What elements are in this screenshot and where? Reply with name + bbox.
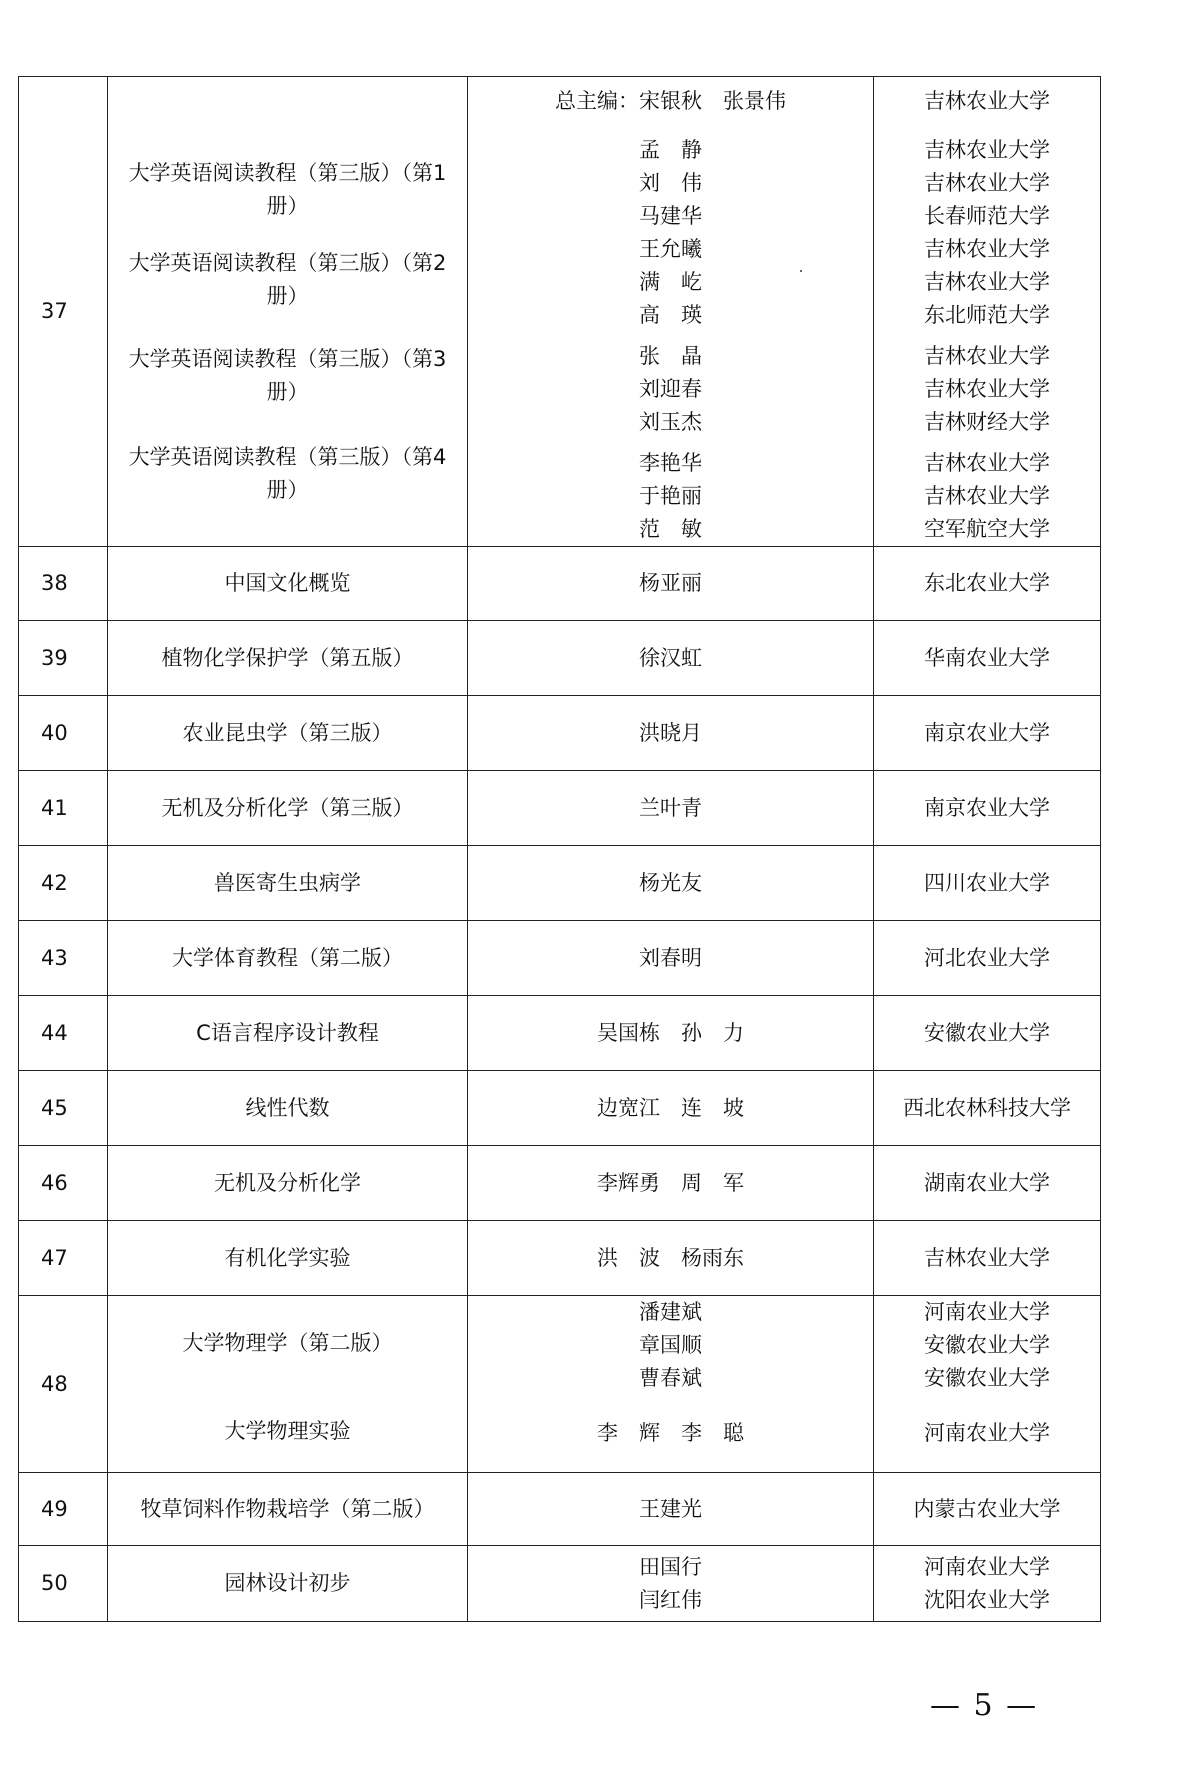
- institution: 河南农业大学: [924, 1300, 1050, 1324]
- author-name: 于艳丽: [639, 484, 702, 508]
- book-title: 大学英语阅读教程（第三版）（第3册）: [128, 347, 447, 404]
- table-row: [19, 996, 1101, 1071]
- institution: 四川农业大学: [874, 846, 1101, 921]
- institution: 长春师范大学: [924, 204, 1050, 228]
- author-name: 李 辉 李 聪: [597, 1421, 744, 1445]
- title-cell: [108, 77, 468, 547]
- table-row: [19, 1296, 1101, 1473]
- author-cell: [468, 1296, 874, 1473]
- institution: 河北农业大学: [874, 921, 1101, 996]
- row-number: 46: [19, 1146, 108, 1221]
- institution: 沈阳农业大学: [924, 1587, 1050, 1612]
- row-number: 37: [19, 77, 108, 547]
- table-row: [19, 77, 1101, 547]
- row-number: 48: [19, 1296, 108, 1473]
- book-title: 大学体育教程（第二版）: [108, 921, 468, 996]
- page-number: — 5 —: [930, 1688, 1039, 1723]
- row-number: 45: [19, 1071, 108, 1146]
- row-number: 50: [19, 1546, 108, 1622]
- book-title: 大学英语阅读教程（第三版）（第4册）: [128, 445, 447, 502]
- institution: 西北农林科技大学: [874, 1071, 1101, 1146]
- institution: 吉林农业大学: [924, 171, 1050, 195]
- author-name: 兰叶青: [468, 771, 874, 846]
- author-name: 满 屹: [639, 270, 702, 294]
- row-number: 42: [19, 846, 108, 921]
- author-name: 范 敏: [639, 517, 702, 541]
- table-row: [19, 846, 1101, 921]
- author-name: 刘 伟: [639, 171, 702, 195]
- table-row: [19, 771, 1101, 846]
- institution: 安徽农业大学: [874, 996, 1101, 1071]
- author-name: 高 瑛: [639, 303, 702, 327]
- institution: 南京农业大学: [874, 696, 1101, 771]
- institution: 南京农业大学: [874, 771, 1101, 846]
- scan-speck: [800, 270, 802, 272]
- institution: 内蒙古农业大学: [874, 1473, 1101, 1546]
- textbook-table: [18, 76, 1101, 1622]
- row-number: 40: [19, 696, 108, 771]
- row-number: 43: [19, 921, 108, 996]
- institution: 安徽农业大学: [924, 1366, 1050, 1390]
- unit-cell: [874, 77, 1101, 547]
- row-number: 49: [19, 1473, 108, 1546]
- author-name: 吴国栋 孙 力: [468, 996, 874, 1071]
- author-name: 王允曦: [639, 237, 702, 261]
- author-name: 孟 静: [639, 138, 702, 162]
- table-row: [19, 1473, 1101, 1546]
- institution: 湖南农业大学: [874, 1146, 1101, 1221]
- book-title: 有机化学实验: [108, 1221, 468, 1296]
- row-number: 41: [19, 771, 108, 846]
- institution: 吉林农业大学: [924, 138, 1050, 162]
- institution: 空军航空大学: [924, 517, 1050, 541]
- table-row: [19, 547, 1101, 621]
- institution: 吉林农业大学: [924, 484, 1050, 508]
- author-name: 章国顺: [639, 1333, 702, 1357]
- book-title: 植物化学保护学（第五版）: [108, 621, 468, 696]
- institution: 吉林农业大学: [924, 237, 1050, 261]
- table-row: [19, 1546, 1101, 1622]
- table-row: [19, 1221, 1101, 1296]
- author-name: 刘春明: [468, 921, 874, 996]
- institution: 安徽农业大学: [924, 1333, 1050, 1357]
- author-name: 李辉勇 周 军: [468, 1146, 874, 1221]
- title-cell: [108, 1296, 468, 1473]
- author-name: 马建华: [639, 204, 702, 228]
- author-name: 刘玉杰: [639, 410, 702, 434]
- author-name: 洪 波 杨雨东: [468, 1221, 874, 1296]
- book-title: 中国文化概览: [108, 547, 468, 621]
- author-name: 洪晓月: [468, 696, 874, 771]
- book-title: C语言程序设计教程: [108, 996, 468, 1071]
- institution: 吉林农业大学: [924, 344, 1050, 368]
- author-name: 徐汉虹: [468, 621, 874, 696]
- row-number: 47: [19, 1221, 108, 1296]
- institution: 河南农业大学: [924, 1421, 1050, 1445]
- author-name: 张 晶: [639, 344, 702, 368]
- author-name: 王建光: [468, 1473, 874, 1546]
- unit-cell: [874, 1546, 1101, 1622]
- book-title: 无机及分析化学（第三版）: [108, 771, 468, 846]
- book-title: 无机及分析化学: [108, 1146, 468, 1221]
- institution: 吉林财经大学: [924, 410, 1050, 434]
- table-row: [19, 1146, 1101, 1221]
- author-name: 田国行: [639, 1554, 702, 1579]
- table-row: [19, 921, 1101, 996]
- book-title: 线性代数: [108, 1071, 468, 1146]
- author-name: 潘建斌: [639, 1300, 702, 1324]
- institution: 东北师范大学: [924, 303, 1050, 327]
- book-title: 大学物理实验: [224, 1419, 351, 1443]
- author-cell: [468, 1546, 874, 1622]
- institution: 吉林农业大学: [924, 89, 1050, 113]
- institution: 华南农业大学: [874, 621, 1101, 696]
- author-name: 曹春斌: [639, 1366, 702, 1390]
- table-row: [19, 621, 1101, 696]
- row-number: 38: [19, 547, 108, 621]
- author-name: 闫红伟: [639, 1587, 702, 1612]
- institution: 吉林农业大学: [874, 1221, 1101, 1296]
- row-number: 39: [19, 621, 108, 696]
- chief-editor: 总主编：宋银秋 张景伟: [555, 89, 786, 113]
- institution: 吉林农业大学: [924, 270, 1050, 294]
- institution: 吉林农业大学: [924, 377, 1050, 401]
- book-title: 牧草饲料作物栽培学（第二版）: [108, 1473, 468, 1546]
- book-title: 大学英语阅读教程（第三版）（第1册）: [128, 161, 447, 218]
- author-cell: [468, 77, 874, 547]
- institution: 河南农业大学: [924, 1554, 1050, 1579]
- book-title: 园林设计初步: [108, 1546, 468, 1622]
- author-name: 杨亚丽: [468, 547, 874, 621]
- table-row: [19, 1071, 1101, 1146]
- author-name: 边宽江 连 坡: [468, 1071, 874, 1146]
- institution: 吉林农业大学: [924, 451, 1050, 475]
- book-title: 兽医寄生虫病学: [108, 846, 468, 921]
- author-name: 刘迎春: [639, 377, 702, 401]
- author-name: 李艳华: [639, 451, 702, 475]
- author-name: 杨光友: [468, 846, 874, 921]
- book-title: 大学物理学（第二版）: [182, 1331, 393, 1355]
- institution: 东北农业大学: [874, 547, 1101, 621]
- book-title: 大学英语阅读教程（第三版）（第2册）: [128, 251, 447, 308]
- book-title: 农业昆虫学（第三版）: [108, 696, 468, 771]
- unit-cell: [874, 1296, 1101, 1473]
- table-row: [19, 696, 1101, 771]
- row-number: 44: [19, 996, 108, 1071]
